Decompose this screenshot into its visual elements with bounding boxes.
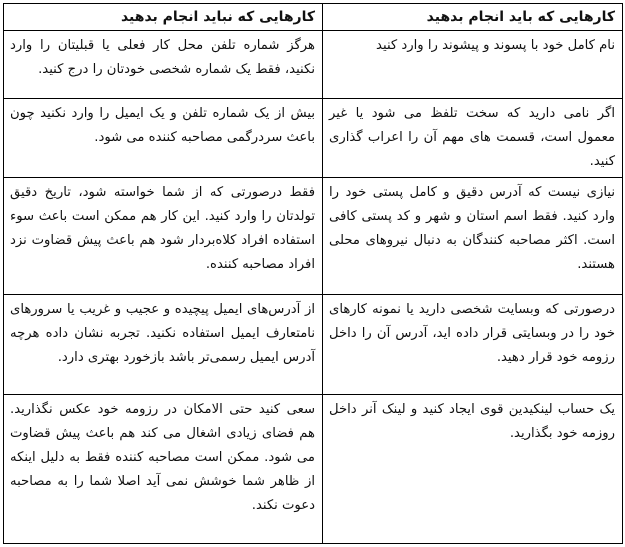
resume-tips-table-frame	[3, 3, 622, 544]
table-row	[4, 294, 623, 395]
do-cell: نام کامل خود با پسوند و پیشوند را وارد کنید	[323, 31, 623, 99]
dont-cell: فقط درصورتی که از شما خواسته شود، تاریخ دقیق تولدتان را وارد کنید. این کار هم ممکن است باعث سوء استفاده افراد کلاه‌بردار شود هم باعث پیش قضاوت نزد افراد مصاحبه کننده.	[4, 177, 323, 294]
dont-cell: بیش از یک شماره تلفن و یک ایمیل را وارد نکنید چون باعث سردرگمی مصاحبه کننده می شود.	[4, 99, 323, 177]
dont-cell: از آدرس‌های ایمیل پیچیده و عجیب و غریب یا سرورهای نامتعارف ایمیل استفاده نکنید. تجربه نشان داده هرچه آدرس ایمیل رسمی‌تر باشد بازخورد بهتری دارد.	[4, 294, 323, 395]
table-row	[4, 177, 623, 294]
do-cell: نیازی نیست که آدرس دقیق و کامل پستی خود را وارد کنید. فقط اسم استان و شهر و کد پستی کافی است. اکثر مصاحبه کنندگان به دنبال نیروهای محلی هستند.	[323, 177, 623, 294]
dont-cell: سعی کنید حتی الامکان در رزومه خود عکس نگذارید. هم فضای زیادی اشغال می کند هم باعث پیش قضاوت می شود. ممکن است مصاحبه کننده فقط به دلیل اینکه از ظاهر شما خوشش نمی آید اصلا شما را به مصاحبه دعوت نکند.	[4, 395, 323, 544]
table-header-row	[4, 4, 623, 31]
do-cell: یک حساب لینکیدین قوی ایجاد کنید و لینک آنر داخل روزمه خود بگذارید.	[323, 395, 623, 544]
do-cell: درصورتی که وبسایت شخصی دارید یا نمونه کارهای خود را در وبسایتی قرار داده اید، آدرس آن را داخل رزومه خود قرار دهید.	[323, 294, 623, 395]
table-row	[4, 31, 623, 99]
do-cell: اگر نامی دارید که سخت تلفظ می شود یا غیر معمول است، قسمت های مهم آن را اعراب گذاری کنید.	[323, 99, 623, 177]
resume-tips-table	[3, 3, 623, 544]
dont-cell: هرگز شماره تلفن محل کار فعلی یا قبلیتان را وارد نکنید، فقط یک شماره شخصی خودتان را درج کنید.	[4, 31, 323, 99]
table-row	[4, 99, 623, 177]
table-row	[4, 395, 623, 544]
header-dos: کارهایی که باید انجام بدهید	[323, 4, 623, 31]
header-donts: کارهایی که نباید انجام بدهید	[4, 4, 323, 31]
